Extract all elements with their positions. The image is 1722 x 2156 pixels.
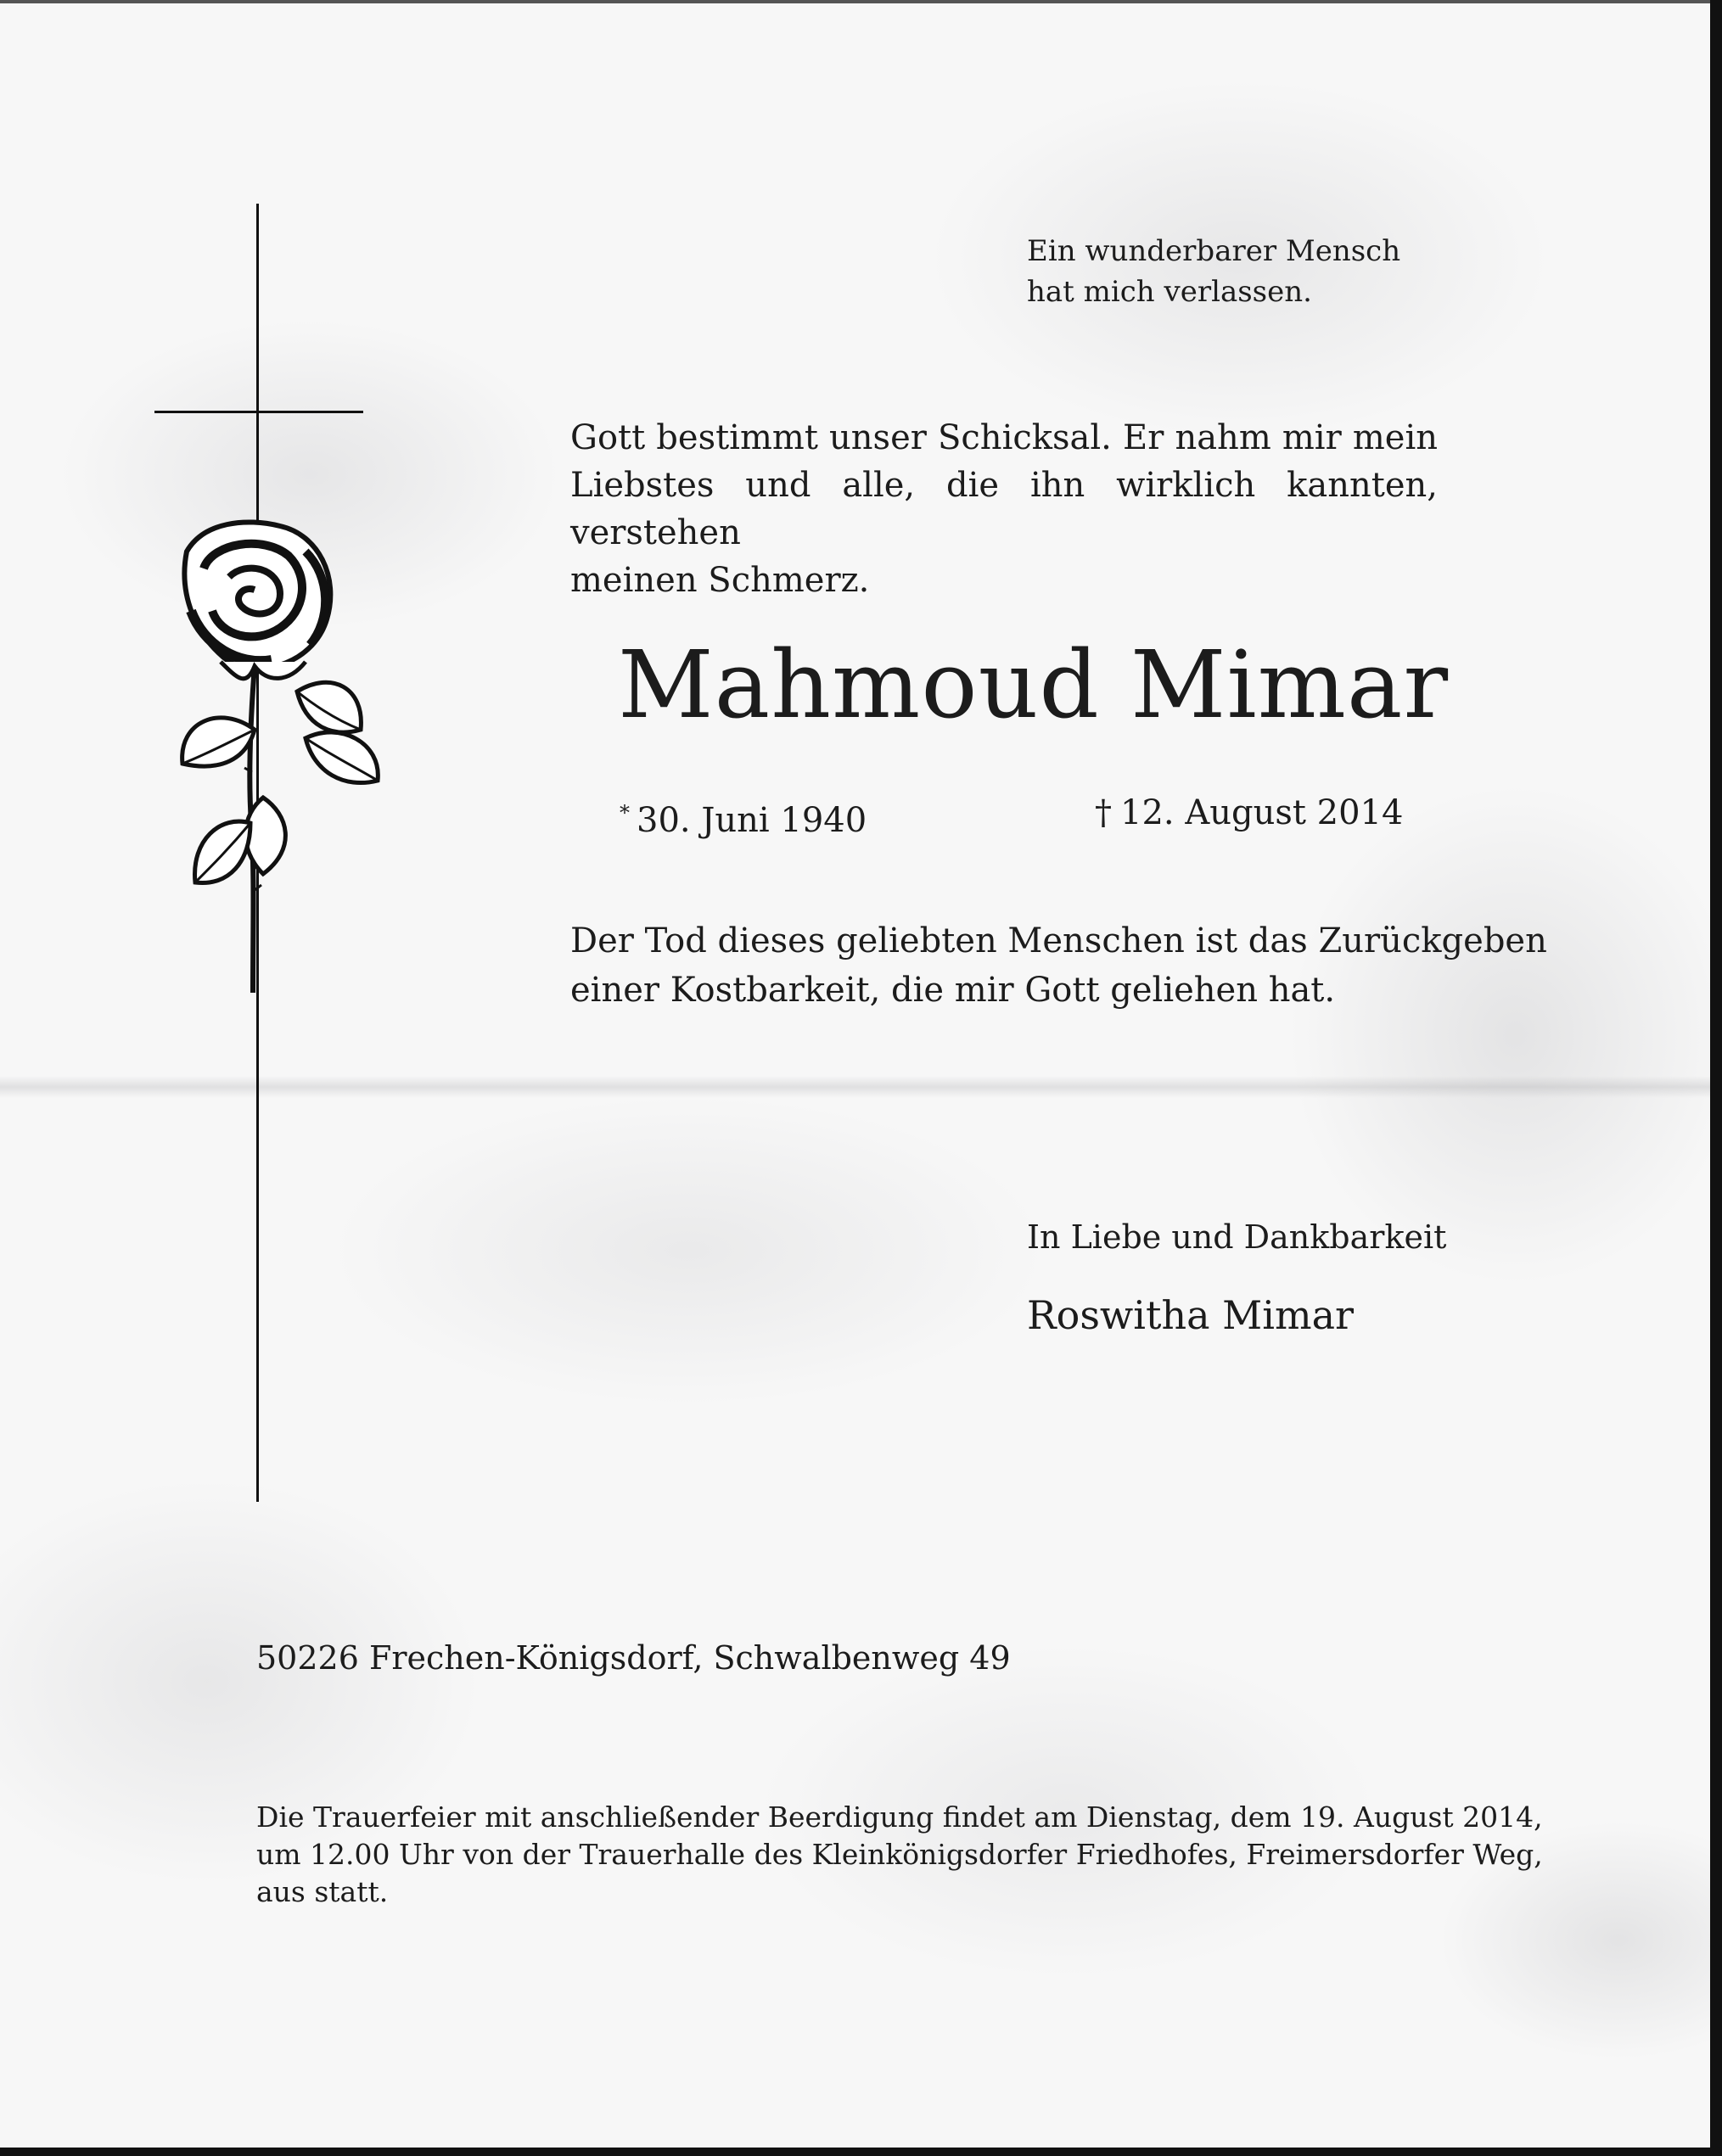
funeral-line: aus statt. [256,1875,389,1908]
deceased-name: Mahmoud Mimar [618,630,1450,739]
birth-date-text: 30. Juni 1940 [637,801,867,840]
rose-icon [170,518,390,993]
funeral-line: Die Trauerfeier mit anschließender Beerdigung findet am Dienstag, dem 19. August 2014, [256,1800,1543,1834]
motto-line: hat mich verlassen. [1027,275,1312,309]
verse-line: meinen Schmerz. [570,561,870,600]
cross-bar [154,411,363,413]
birth-date [620,791,867,843]
dagger-icon: † [1095,793,1112,832]
scan-border-bottom [0,2148,1722,2156]
scan-border-top [0,0,1722,3]
death-date [1095,791,1403,835]
scan-border-right [1710,0,1722,2156]
quote-paragraph [570,916,1547,1015]
quote-line: Der Tod dieses geliebten Menschen ist das Zurückgeben [570,921,1547,960]
signer-name: Roswitha Mimar [1027,1292,1355,1338]
birth-symbol: * [620,801,630,825]
motto-line: Ein wunderbarer Mensch [1027,234,1401,268]
verse-paragraph [570,414,1438,604]
death-date-text: 12. August 2014 [1120,793,1404,832]
verse-line: Liebstes und alle, die ihn wirklich kannten, verstehen [570,466,1438,552]
funeral-line: um 12.00 Uhr von der Trauerhalle des Kleinkönigsdorfer Friedhofes, Freimersdorfer Weg, [256,1838,1543,1871]
closing-phrase: In Liebe und Dankbarkeit [1027,1218,1447,1256]
address: 50226 Frechen-Königsdorf, Schwalbenweg 49 [256,1639,1011,1677]
quote-line: einer Kostbarkeit, die mir Gott geliehen hat. [570,971,1336,1010]
verse-line: Gott bestimmt unser Schicksal. Er nahm mir mein [570,418,1438,457]
motto [1027,231,1400,312]
funeral-notice [256,1799,1543,1911]
